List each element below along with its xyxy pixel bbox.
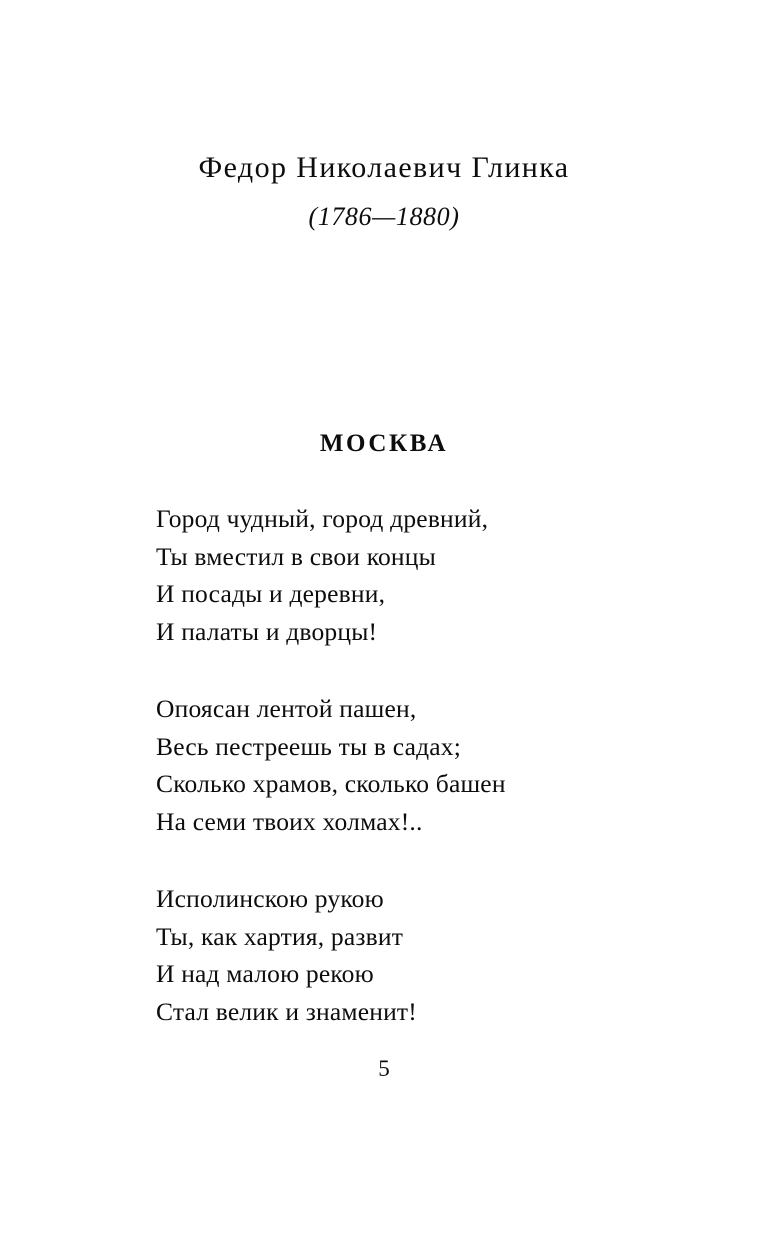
author-name: Федор Николаевич Глинка — [198, 151, 570, 184]
verse-line: И посады и деревни, — [156, 579, 386, 608]
verse-line: Стал велик и знаменит! — [156, 996, 417, 1026]
poem-stanzas — [0, 500, 768, 1030]
page-number: 5 — [378, 1056, 390, 1081]
author-block — [0, 150, 768, 232]
stanza — [0, 690, 768, 840]
author-life-dates: (1786—1880) — [308, 202, 460, 231]
verse-line: Город чудный, город древний, — [156, 504, 489, 533]
poem-title: МОСКВА — [319, 430, 449, 457]
verse-line: Весь пестреешь ты в садах; — [156, 731, 462, 761]
stanza — [0, 500, 768, 650]
stanza — [0, 880, 768, 1030]
poem-block — [0, 430, 768, 1030]
verse-line: И над малою рекою — [156, 959, 374, 988]
verse-line: Сколько храмов, сколько башен — [156, 769, 506, 798]
verse-line: Ты, как хартия, развит — [156, 921, 404, 951]
verse-line: На семи твоих холмах!.. — [156, 806, 423, 836]
verse-line: И палаты и дворцы! — [156, 616, 378, 646]
verse-line: Ты вместил в свои концы — [156, 541, 436, 571]
verse-line: Опоясан лентой пашен, — [156, 694, 417, 723]
verse-line: Исполинскою рукою — [156, 884, 384, 913]
